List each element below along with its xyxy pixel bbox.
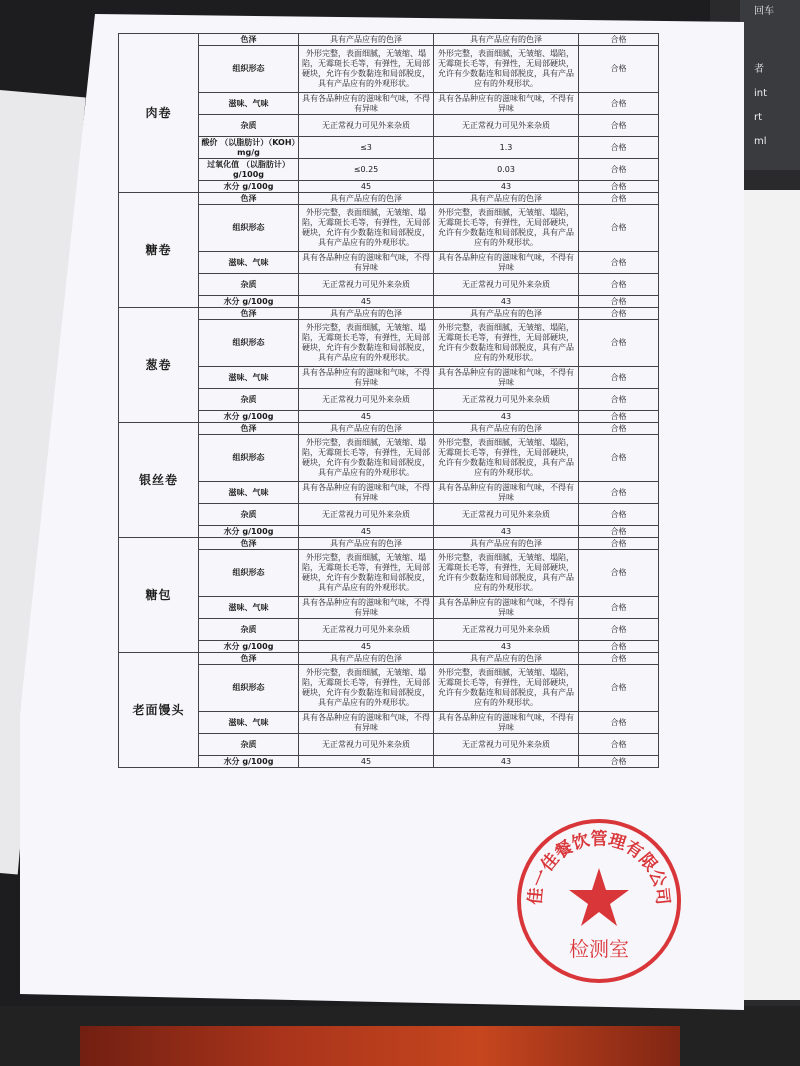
item-texture: 组织形态: [199, 320, 299, 367]
result-moisture: 43: [434, 296, 579, 308]
monitor-text: int: [754, 88, 768, 99]
item-texture: 组织形态: [199, 435, 299, 482]
product-name: 银丝卷: [119, 423, 199, 538]
verdict: 合格: [579, 93, 659, 115]
result-color: 具有产品应有的色泽: [434, 423, 579, 435]
table-row: [119, 653, 659, 665]
item-taste: 滋味、气味: [199, 482, 299, 504]
item-moisture: 水分 g/100g: [199, 526, 299, 538]
table-row: [119, 93, 659, 115]
standard-texture: 外形完整，表面细腻，无皱缩、塌陷，无霉斑长毛等，有弹性，无局部硬块，允许有少数黏连和局部脱皮，具有产品应有的外观形状。: [299, 550, 434, 597]
verdict: 合格: [579, 308, 659, 320]
result-taste: 具有各品种应有的滋味和气味，不得有异味: [434, 712, 579, 734]
result-color: 具有产品应有的色泽: [434, 653, 579, 665]
item-taste: 滋味、气味: [199, 712, 299, 734]
product-name: 糖包: [119, 538, 199, 653]
result-acid: 1.3: [434, 137, 579, 159]
verdict: 合格: [579, 205, 659, 252]
standard-texture: 外形完整，表面细腻，无皱缩、塌陷，无霉斑长毛等，有弹性，无局部硬块，允许有少数黏连和局部脱皮，具有产品应有的外观形状。: [299, 665, 434, 712]
verdict: 合格: [579, 435, 659, 482]
result-texture: 外形完整，表面细腻，无皱缩、塌陷，无霉斑长毛等，有弹性，无局部硬块，允许有少数黏连和局部脱皮，具有产品应有的外观形状。: [434, 320, 579, 367]
standard-moisture: 45: [299, 756, 434, 768]
verdict: 合格: [579, 653, 659, 665]
verdict: 合格: [579, 115, 659, 137]
table-row: [119, 504, 659, 526]
table-row: [119, 423, 659, 435]
standard-texture: 外形完整，表面细腻，无皱缩、塌陷，无霉斑长毛等，有弹性，无局部硬块，允许有少数黏连和局部脱皮，具有产品应有的外观形状。: [299, 435, 434, 482]
verdict: 合格: [579, 46, 659, 93]
star-icon: [569, 868, 629, 926]
inspection-table-body: [119, 34, 659, 768]
table-row: [119, 526, 659, 538]
item-moisture: 水分 g/100g: [199, 296, 299, 308]
standard-moisture: 45: [299, 296, 434, 308]
table-row: [119, 252, 659, 274]
table-row: [119, 435, 659, 482]
result-impurity: 无正常视力可见外来杂质: [434, 619, 579, 641]
verdict: 合格: [579, 193, 659, 205]
standard-taste: 具有各品种应有的滋味和气味，不得有异味: [299, 93, 434, 115]
standard-moisture: 45: [299, 181, 434, 193]
table-row: [119, 274, 659, 296]
verdict: 合格: [579, 159, 659, 181]
standard-taste: 具有各品种应有的滋味和气味，不得有异味: [299, 597, 434, 619]
inspection-table: [118, 33, 659, 768]
table-row: [119, 641, 659, 653]
table-row: [119, 34, 659, 46]
item-acid: 酸价 （以脂肪计）（KOH）mg/g: [199, 137, 299, 159]
monitor-text: 者: [754, 64, 764, 75]
item-impurity: 杂质: [199, 389, 299, 411]
item-moisture: 水分 g/100g: [199, 181, 299, 193]
item-moisture: 水分 g/100g: [199, 756, 299, 768]
verdict: 合格: [579, 411, 659, 423]
result-impurity: 无正常视力可见外来杂质: [434, 504, 579, 526]
item-color: 色泽: [199, 308, 299, 320]
table-row: [119, 296, 659, 308]
standard-taste: 具有各品种应有的滋味和气味，不得有异味: [299, 482, 434, 504]
standard-impurity: 无正常视力可见外来杂质: [299, 504, 434, 526]
result-color: 具有产品应有的色泽: [434, 538, 579, 550]
item-impurity: 杂质: [199, 619, 299, 641]
result-color: 具有产品应有的色泽: [434, 34, 579, 46]
table-row: [119, 712, 659, 734]
item-moisture: 水分 g/100g: [199, 641, 299, 653]
item-taste: 滋味、气味: [199, 597, 299, 619]
item-impurity: 杂质: [199, 274, 299, 296]
table-row: [119, 597, 659, 619]
result-texture: 外形完整，表面细腻，无皱缩、塌陷，无霉斑长毛等，有弹性，无局部硬块，允许有少数黏连和局部脱皮，具有产品应有的外观形状。: [434, 46, 579, 93]
result-taste: 具有各品种应有的滋味和气味，不得有异味: [434, 367, 579, 389]
result-impurity: 无正常视力可见外来杂质: [434, 274, 579, 296]
item-taste: 滋味、气味: [199, 93, 299, 115]
result-impurity: 无正常视力可见外来杂质: [434, 115, 579, 137]
result-texture: 外形完整，表面细腻，无皱缩、塌陷，无霉斑长毛等，有弹性，无局部硬块，允许有少数黏连和局部脱皮，具有产品应有的外观形状。: [434, 435, 579, 482]
verdict: 合格: [579, 526, 659, 538]
verdict: 合格: [579, 756, 659, 768]
item-color: 色泽: [199, 538, 299, 550]
item-impurity: 杂质: [199, 504, 299, 526]
result-impurity: 无正常视力可见外来杂质: [434, 734, 579, 756]
background-monitor: [740, 0, 800, 170]
item-moisture: 水分 g/100g: [199, 411, 299, 423]
result-color: 具有产品应有的色泽: [434, 193, 579, 205]
item-texture: 组织形态: [199, 46, 299, 93]
monitor-text: rt: [754, 112, 763, 123]
verdict: 合格: [579, 423, 659, 435]
table-row: [119, 205, 659, 252]
verdict: 合格: [579, 712, 659, 734]
result-moisture: 43: [434, 411, 579, 423]
standard-color: 具有产品应有的色泽: [299, 653, 434, 665]
verdict: 合格: [579, 619, 659, 641]
table-row: [119, 538, 659, 550]
verdict: 合格: [579, 296, 659, 308]
verdict: 合格: [579, 252, 659, 274]
result-peroxide: 0.03: [434, 159, 579, 181]
result-moisture: 43: [434, 526, 579, 538]
verdict: 合格: [579, 550, 659, 597]
product-name: 葱卷: [119, 308, 199, 423]
verdict: 合格: [579, 538, 659, 550]
standard-color: 具有产品应有的色泽: [299, 538, 434, 550]
table-row: [119, 181, 659, 193]
verdict: 合格: [579, 389, 659, 411]
table-row: [119, 665, 659, 712]
verdict: 合格: [579, 597, 659, 619]
monitor-text: ml: [754, 136, 767, 147]
item-peroxide: 过氧化值 （以脂肪计）g/100g: [199, 159, 299, 181]
item-color: 色泽: [199, 34, 299, 46]
standard-moisture: 45: [299, 526, 434, 538]
result-texture: 外形完整，表面细腻，无皱缩、塌陷，无霉斑长毛等，有弹性，无局部硬块，允许有少数黏连和局部脱皮，具有产品应有的外观形状。: [434, 205, 579, 252]
verdict: 合格: [579, 34, 659, 46]
table-row: [119, 308, 659, 320]
standard-impurity: 无正常视力可见外来杂质: [299, 389, 434, 411]
red-object: [80, 1026, 680, 1066]
item-texture: 组织形态: [199, 550, 299, 597]
verdict: 合格: [579, 274, 659, 296]
result-texture: 外形完整，表面细腻，无皱缩、塌陷，无霉斑长毛等，有弹性，无局部硬块，允许有少数黏连和局部脱皮，具有产品应有的外观形状。: [434, 550, 579, 597]
standard-texture: 外形完整，表面细腻，无皱缩、塌陷，无霉斑长毛等，有弹性，无局部硬块，允许有少数黏连和局部脱皮，具有产品应有的外观形状。: [299, 320, 434, 367]
result-texture: 外形完整，表面细腻，无皱缩、塌陷，无霉斑长毛等，有弹性，无局部硬块，允许有少数黏连和局部脱皮，具有产品应有的外观形状。: [434, 665, 579, 712]
standard-peroxide: ≤0.25: [299, 159, 434, 181]
background-panel: [738, 190, 800, 1000]
table-row: [119, 389, 659, 411]
standard-acid: ≤3: [299, 137, 434, 159]
verdict: 合格: [579, 367, 659, 389]
table-row: [119, 411, 659, 423]
standard-color: 具有产品应有的色泽: [299, 308, 434, 320]
table-row: [119, 159, 659, 181]
verdict: 合格: [579, 641, 659, 653]
item-color: 色泽: [199, 423, 299, 435]
result-taste: 具有各品种应有的滋味和气味，不得有异味: [434, 93, 579, 115]
table-row: [119, 367, 659, 389]
product-name: 肉卷: [119, 34, 199, 193]
result-moisture: 43: [434, 181, 579, 193]
table-row: [119, 320, 659, 367]
standard-impurity: 无正常视力可见外来杂质: [299, 734, 434, 756]
standard-color: 具有产品应有的色泽: [299, 423, 434, 435]
item-taste: 滋味、气味: [199, 367, 299, 389]
product-name: 老面馒头: [119, 653, 199, 768]
table-row: [119, 46, 659, 93]
standard-moisture: 45: [299, 411, 434, 423]
item-color: 色泽: [199, 653, 299, 665]
seal-dept-text: 检测室: [569, 937, 629, 961]
standard-color: 具有产品应有的色泽: [299, 193, 434, 205]
standard-taste: 具有各品种应有的滋味和气味，不得有异味: [299, 712, 434, 734]
item-color: 色泽: [199, 193, 299, 205]
standard-impurity: 无正常视力可见外来杂质: [299, 619, 434, 641]
result-taste: 具有各品种应有的滋味和气味，不得有异味: [434, 482, 579, 504]
verdict: 合格: [579, 734, 659, 756]
item-texture: 组织形态: [199, 665, 299, 712]
verdict: 合格: [579, 482, 659, 504]
verdict: 合格: [579, 181, 659, 193]
verdict: 合格: [579, 137, 659, 159]
verdict: 合格: [579, 320, 659, 367]
verdict: 合格: [579, 504, 659, 526]
seal-org-text: 佳一佳餐饮管理有限公司: [525, 829, 673, 906]
result-color: 具有产品应有的色泽: [434, 308, 579, 320]
item-impurity: 杂质: [199, 734, 299, 756]
standard-color: 具有产品应有的色泽: [299, 34, 434, 46]
standard-moisture: 45: [299, 641, 434, 653]
item-texture: 组织形态: [199, 205, 299, 252]
table-row: [119, 734, 659, 756]
table-row: [119, 115, 659, 137]
table-row: [119, 137, 659, 159]
result-taste: 具有各品种应有的滋味和气味，不得有异味: [434, 597, 579, 619]
inspection-seal: [514, 816, 684, 986]
item-taste: 滋味、气味: [199, 252, 299, 274]
standard-texture: 外形完整，表面细腻，无皱缩、塌陷，无霉斑长毛等，有弹性，无局部硬块，允许有少数黏连和局部脱皮，具有产品应有的外观形状。: [299, 46, 434, 93]
standard-taste: 具有各品种应有的滋味和气味，不得有异味: [299, 252, 434, 274]
product-name: 糖卷: [119, 193, 199, 308]
monitor-text: 回车: [754, 6, 774, 17]
table-row: [119, 550, 659, 597]
result-moisture: 43: [434, 641, 579, 653]
standard-impurity: 无正常视力可见外来杂质: [299, 115, 434, 137]
table-row: [119, 482, 659, 504]
table-row: [119, 756, 659, 768]
result-taste: 具有各品种应有的滋味和气味，不得有异味: [434, 252, 579, 274]
standard-impurity: 无正常视力可见外来杂质: [299, 274, 434, 296]
standard-taste: 具有各品种应有的滋味和气味，不得有异味: [299, 367, 434, 389]
table-row: [119, 193, 659, 205]
table-row: [119, 619, 659, 641]
result-impurity: 无正常视力可见外来杂质: [434, 389, 579, 411]
result-moisture: 43: [434, 756, 579, 768]
standard-texture: 外形完整，表面细腻，无皱缩、塌陷，无霉斑长毛等，有弹性，无局部硬块，允许有少数黏连和局部脱皮，具有产品应有的外观形状。: [299, 205, 434, 252]
item-impurity: 杂质: [199, 115, 299, 137]
verdict: 合格: [579, 665, 659, 712]
